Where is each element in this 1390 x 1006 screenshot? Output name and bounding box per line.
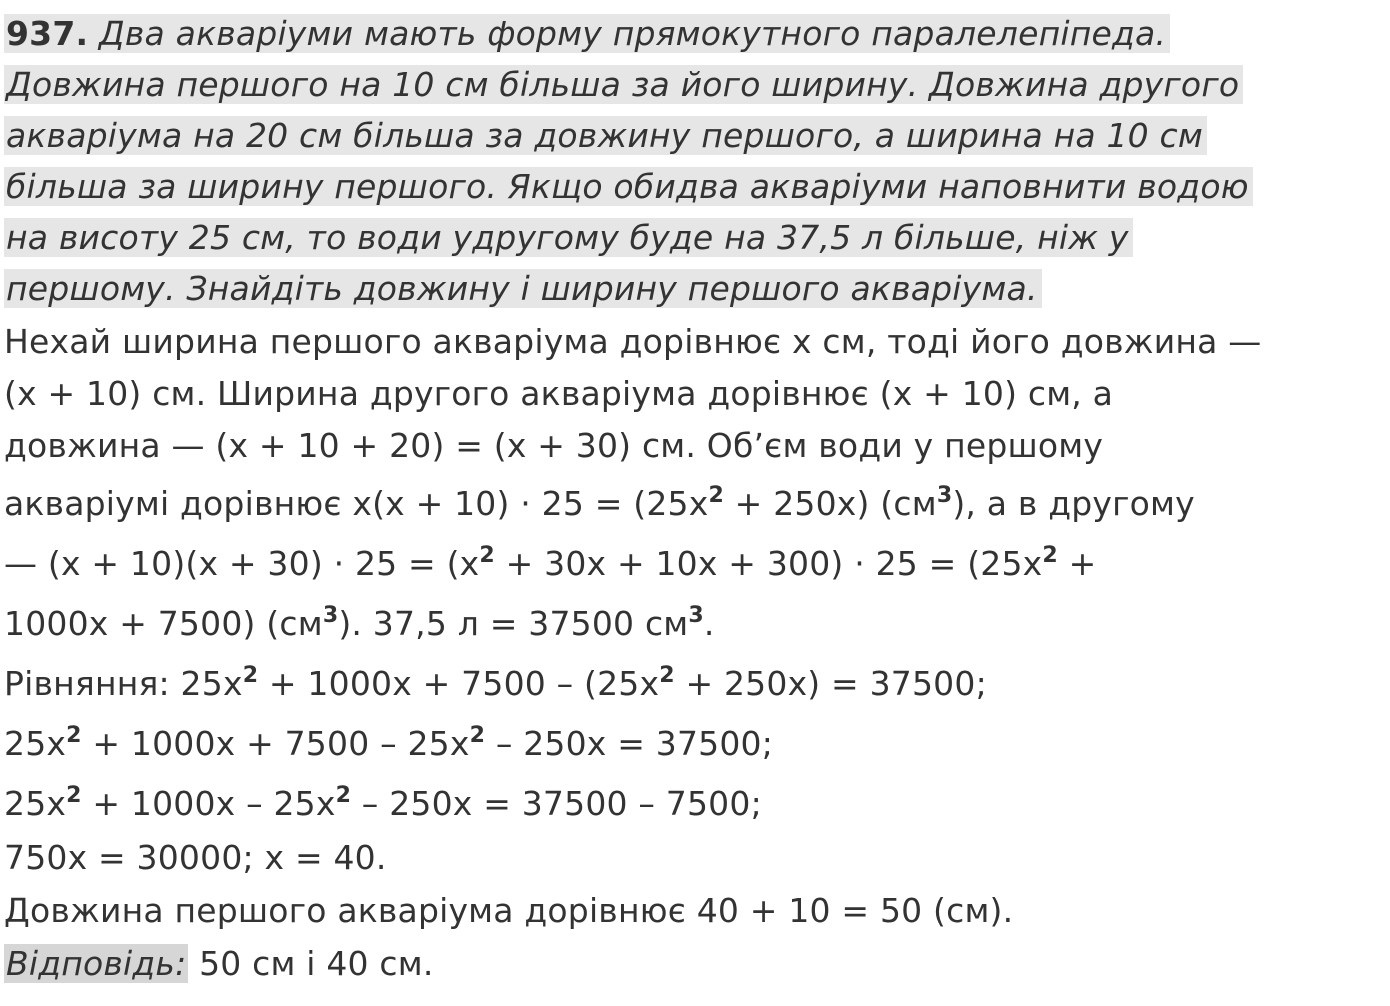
text: ). 37,5 л = 37500 см — [338, 604, 689, 643]
problem-line-5 — [4, 216, 1133, 260]
problem-text: Довжина першого на 10 см більша за його ширину. Довжина другого — [4, 65, 1243, 104]
text: + 1000x – 25x — [81, 784, 336, 823]
text: 25x — [4, 724, 67, 763]
problem-text: першому. Знайдіть довжину і ширину першого акваріума. — [4, 269, 1042, 308]
solution-line-2: (x + 10) см. Ширина другого акваріума дорівнює (x + 10) см, а — [4, 374, 1114, 413]
answer-line — [4, 942, 434, 986]
exponent: 2 — [66, 783, 82, 808]
text: ), а в другому — [952, 484, 1195, 523]
text: + — [1057, 544, 1097, 583]
equation-line-2 — [4, 722, 773, 766]
text: — (x + 10)(x + 30) · 25 = (x — [4, 544, 480, 583]
problem-text: акваріума на 20 см більша за довжину першого, а ширина на 10 см — [4, 116, 1207, 155]
text: Рівняння: 25x — [4, 664, 243, 703]
problem-line-6 — [4, 267, 1042, 311]
problem-line-2 — [4, 63, 1243, 107]
exponent: 2 — [1042, 543, 1058, 568]
solution-line-3: довжина — (x + 10 + 20) = (x + 30) см. Об’єм води у першому — [4, 426, 1104, 465]
exponent: 2 — [708, 483, 724, 508]
text: + 250x) (см — [723, 484, 937, 523]
result-line: Довжина першого акваріума дорівнює 40 + 10 = 50 (см). — [4, 891, 1014, 930]
exponent: 2 — [659, 663, 675, 688]
text: + 30x + 10x + 300) · 25 = (25x — [494, 544, 1043, 583]
exponent: 3 — [322, 603, 339, 628]
text: 25x — [4, 784, 67, 823]
equation-line-1 — [4, 662, 987, 706]
exponent: 3 — [936, 483, 953, 508]
solution-line-6 — [4, 602, 715, 646]
solution-line-1: Нехай ширина першого акваріума дорівнює x см, тоді його довжина — — [4, 322, 1262, 361]
exponent: 2 — [335, 783, 352, 808]
answer-text: 50 см і 40 см. — [188, 944, 434, 983]
exponent: 3 — [688, 603, 704, 628]
text: . — [703, 604, 715, 643]
exponent: 2 — [66, 723, 82, 748]
equation-line-4: 750x = 30000; x = 40. — [4, 838, 387, 877]
exponent: 2 — [469, 723, 486, 748]
text: акваріумі дорівнює x(x + 10) · 25 = (25x — [4, 484, 709, 523]
text: + 1000x + 7500 – 25x — [81, 724, 470, 763]
problem-text: на висоту 25 см, то води удругому буде на 37,5 л більше, ніж у — [4, 218, 1133, 257]
problem-line-4 — [4, 165, 1253, 209]
answer-label: Відповідь: — [6, 944, 187, 983]
text: 1000x + 7500) (см — [4, 604, 323, 643]
text: – 250x = 37500; — [485, 724, 774, 763]
solution-line-5 — [4, 542, 1096, 586]
equation-line-3 — [4, 782, 762, 826]
solution-line-4 — [4, 482, 1195, 526]
exponent: 2 — [242, 663, 259, 688]
problem-text: Два акваріуми мають форму прямокутного паралелепіпеда. — [88, 14, 1167, 53]
problem-text: більша за ширину першого. Якщо обидва акваріуми наповнити водою — [4, 167, 1253, 206]
problem-number: 937. — [6, 14, 89, 53]
text: + 1000x + 7500 – (25x — [258, 664, 660, 703]
exponent: 2 — [479, 543, 495, 568]
text: + 250x) = 37500; — [674, 664, 987, 703]
text: – 250x = 37500 – 7500; — [351, 784, 762, 823]
problem-line-3 — [4, 114, 1207, 158]
problem-line-1 — [4, 12, 1170, 56]
